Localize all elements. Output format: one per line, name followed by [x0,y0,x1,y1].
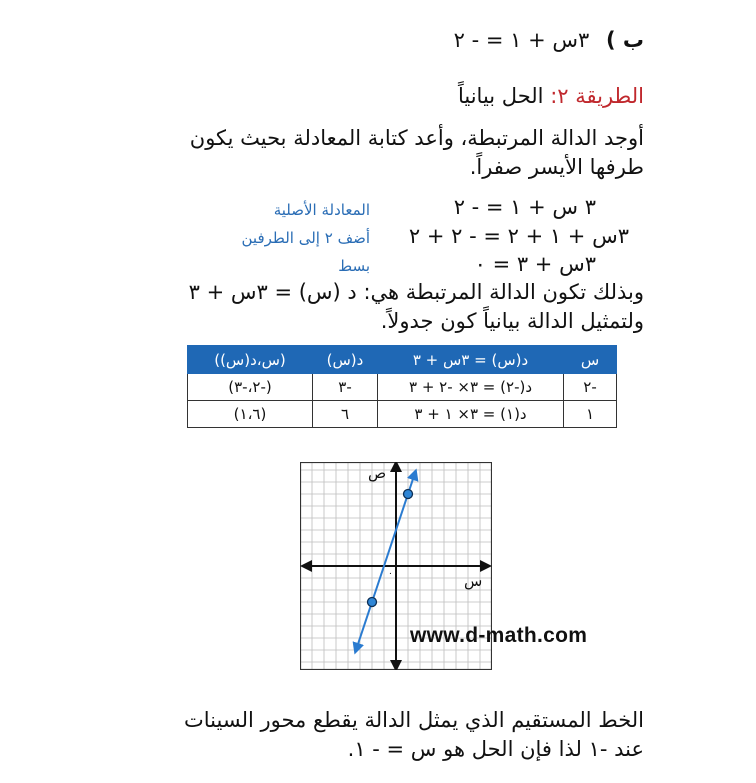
step-2-expr: ٣س + ١ + ٢ = - ٢ + ٢ [408,224,629,248]
method-label: الطريقة ٢: [550,84,644,108]
step-1-note: المعادلة الأصلية [273,201,370,219]
part-equation: ٣س + ١ = - ٢ [453,28,590,52]
step-3-note: بسط [338,257,370,275]
function-line [356,474,414,649]
table-header-x: س [564,346,617,374]
conclusion-line-1: الخط المستقيم الذي يمثل الدالة يقطع محور السينات [184,708,644,732]
table-cell: د(-٢) = ٣× -٢ + ٣ [378,374,564,401]
instruction-line-2: طرفها الأيسر صفراً. [469,155,644,179]
x-axis-label: س [464,572,483,590]
table-row [188,401,617,428]
table-cell: (-٢،-٣) [188,374,313,401]
table-cell: ١ [564,401,617,428]
point-1-6 [404,490,413,499]
table-header-fx: د(س) [313,346,378,374]
function-table [187,345,617,428]
table-instruction-line: ولتمثيل الدالة بيانياً كون جدولاً. [380,309,644,333]
watermark-url: www.d-math.com [410,624,588,647]
conclusion-line-2: عند -١ لذا فإن الحل هو س = - ١. [347,737,644,761]
part-header [454,28,644,52]
part-label: ب ) [605,28,644,52]
related-function-line: وبذلك تكون الدالة المرتبطة هي: د (س) = ٣س + ٣ [188,280,644,304]
table-cell: د(١) = ٣× ١ + ٣ [378,401,564,428]
table-cell: -٣ [313,374,378,401]
instruction-line-1: أوجد الدالة المرتبطة، وأعد كتابة المعادلة بحيث يكون [189,126,644,150]
point-minus2-minus3 [368,598,377,607]
origin-label: ٠ [388,569,393,579]
step-3-expr: ٣س + ٣ = ٠ [474,252,596,276]
table-cell: ٦ [313,401,378,428]
table-header-rule: د(س) = ٣س + ٣ [378,346,564,374]
y-axis-label: ص [368,464,387,482]
method-title: الحل بيانياً [457,84,544,108]
method-heading [458,84,644,108]
table-header-pair: (س،د(س)) [188,346,313,374]
table-cell: -٢ [564,374,617,401]
step-2-note: أضف ٢ إلى الطرفين [241,229,370,247]
step-1-expr: ٣ س + ١ = - ٢ [453,195,596,219]
table-header-row [188,346,617,374]
table-cell: (١،٦) [188,401,313,428]
table-row [188,374,617,401]
